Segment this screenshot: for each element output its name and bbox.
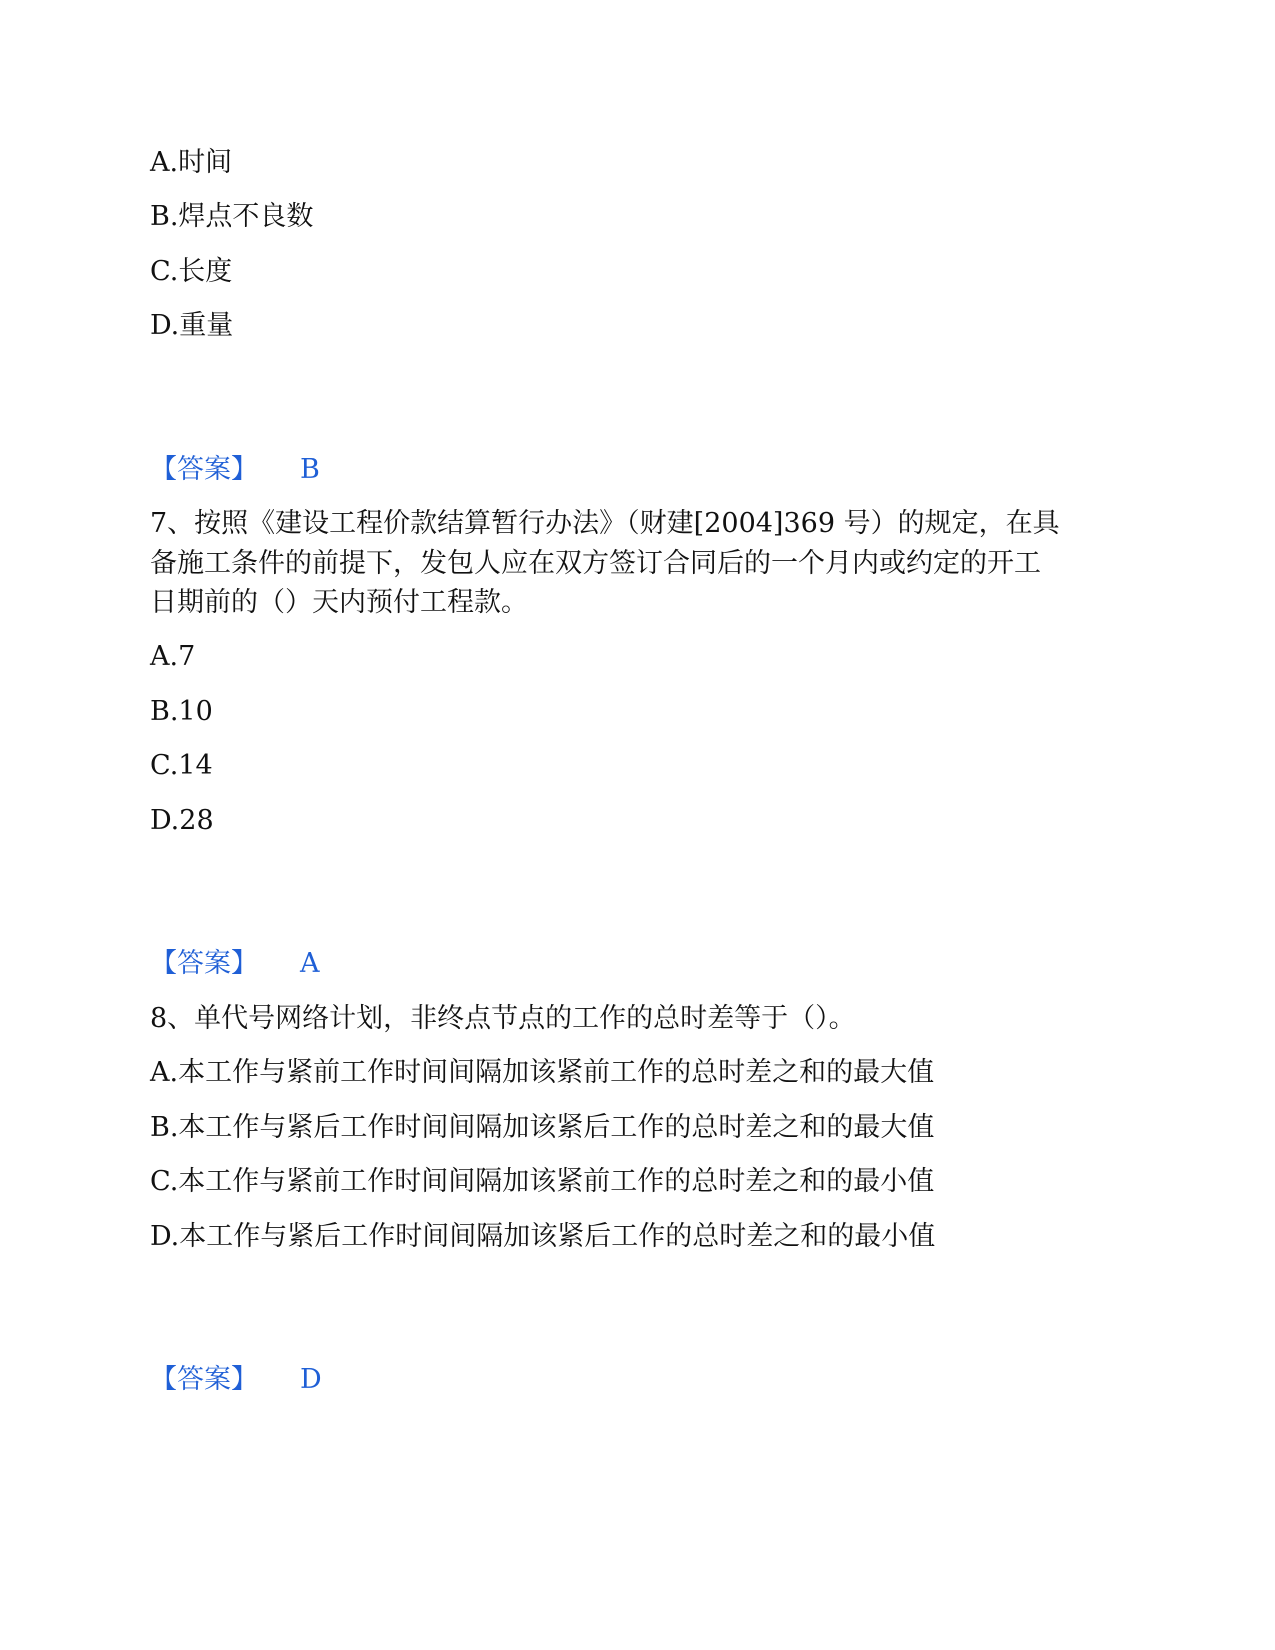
option-b: B.焊点不良数 <box>150 201 314 232</box>
option-d: D.重量 <box>150 310 234 341</box>
option-a: A.7 <box>150 641 196 672</box>
option-c: C.本工作与紧前工作时间间隔加该紧前工作的总时差之和的最小值 <box>150 1166 935 1197</box>
answer-row <box>150 454 320 486</box>
option-b: B.10 <box>150 696 213 727</box>
option-c: C.14 <box>150 750 213 781</box>
answer-label: 【答案】 <box>150 454 258 485</box>
option-d: D.28 <box>150 805 214 836</box>
answer-value: B <box>300 454 320 485</box>
answer-row <box>150 1364 322 1396</box>
option-a: A.本工作与紧前工作时间间隔加该紧前工作的总时差之和的最大值 <box>150 1057 935 1088</box>
question-stem-line: 备施工条件的前提下，发包人应在双方签订合同后的一个月内或约定的开工 <box>150 548 1041 579</box>
question-stem-line: 7、按照《建设工程价款结算暂行办法》（财建[2004]369 号）的规定，在具 <box>150 508 1060 539</box>
question-stem: 8、单代号网络计划，非终点节点的工作的总时差等于（）。 <box>150 1003 856 1034</box>
option-b: B.本工作与紧后工作时间间隔加该紧后工作的总时差之和的最大值 <box>150 1112 935 1143</box>
answer-row <box>150 948 320 980</box>
option-c: C.长度 <box>150 256 233 287</box>
answer-value: A <box>300 948 320 979</box>
question-stem-line: 日期前的（）天内预付工程款。 <box>150 587 528 618</box>
option-a: A.时间 <box>150 147 233 178</box>
answer-value: D <box>300 1364 322 1395</box>
option-d: D.本工作与紧后工作时间间隔加该紧后工作的总时差之和的最小值 <box>150 1221 936 1252</box>
answer-label: 【答案】 <box>150 948 258 979</box>
answer-label: 【答案】 <box>150 1364 258 1395</box>
